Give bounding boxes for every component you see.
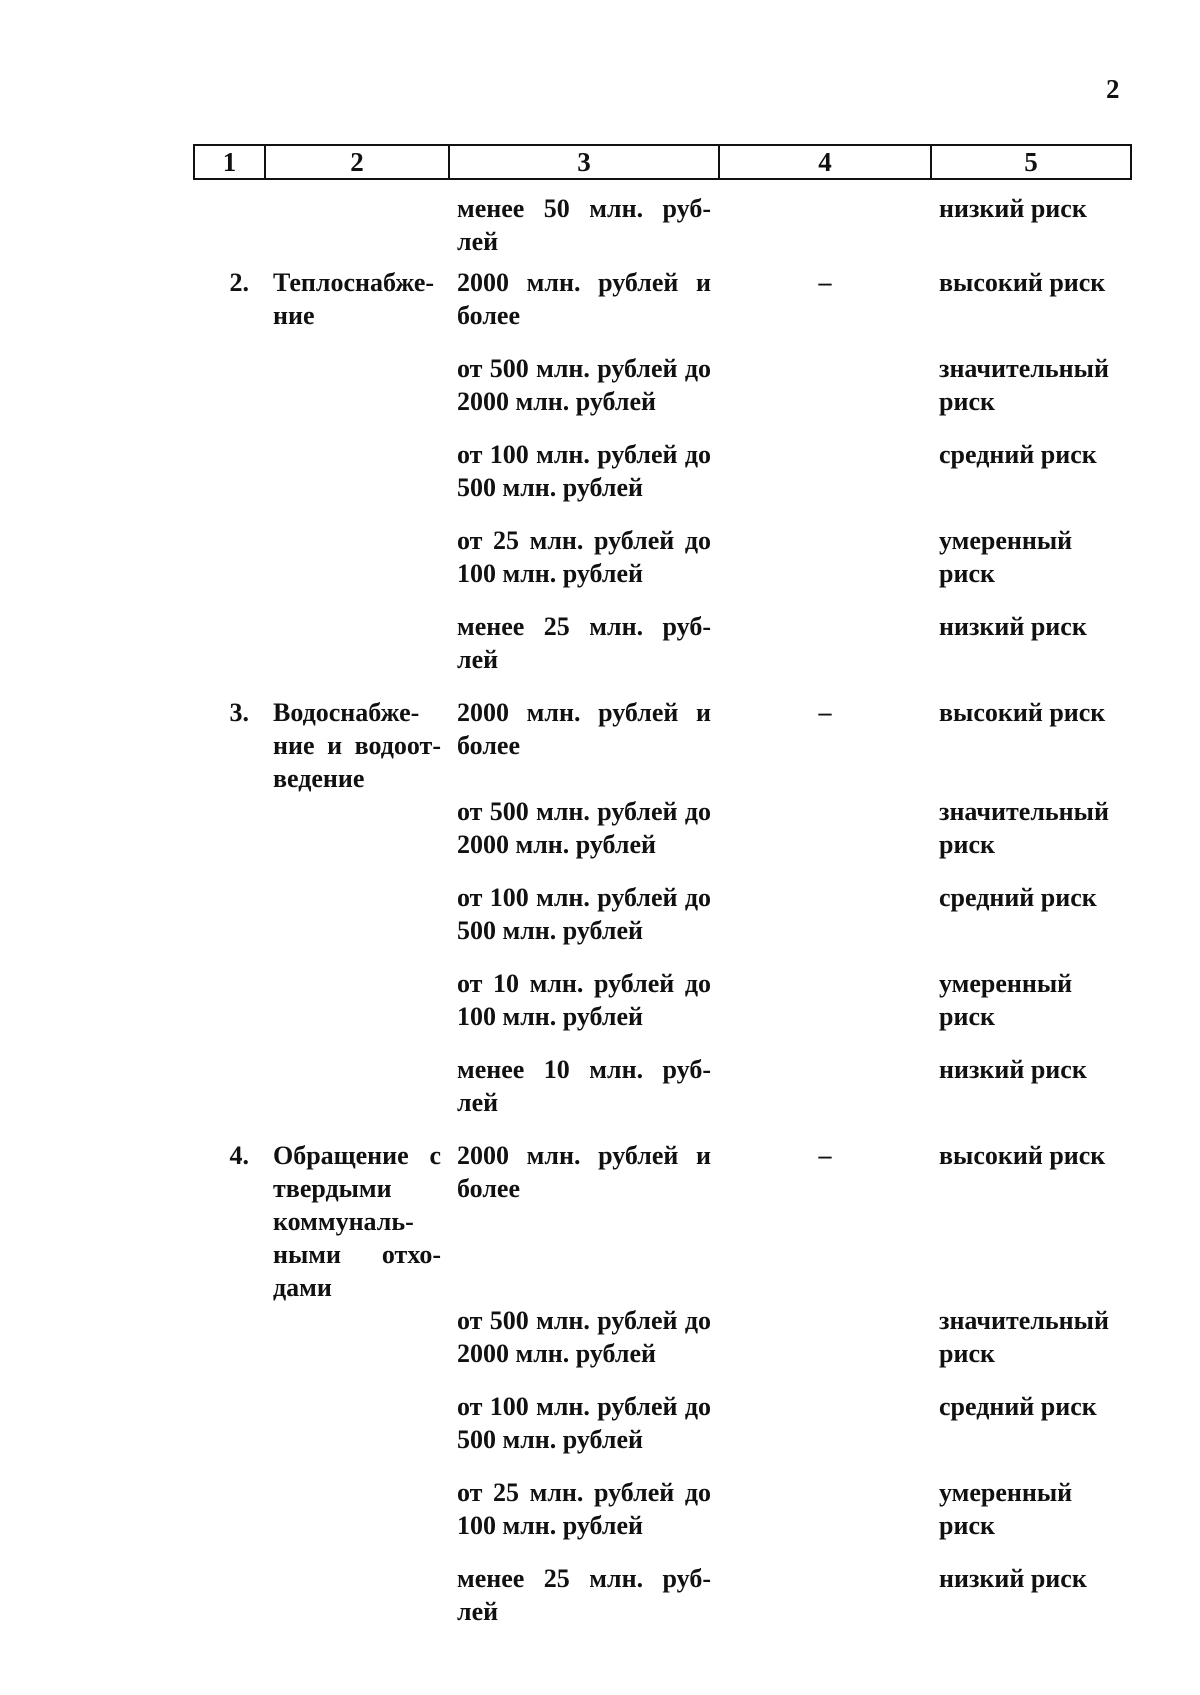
row-number: 2. bbox=[229, 268, 249, 297]
table-row bbox=[194, 1476, 1131, 1562]
category-cell: Водоснабже-ние и водоот-ведение bbox=[273, 698, 441, 793]
row-number: 3. bbox=[229, 698, 249, 727]
risk-level-cell: значительный риск bbox=[939, 797, 1109, 859]
risk-level-cell: средний риск bbox=[939, 1392, 1097, 1421]
table-row bbox=[194, 1304, 1131, 1390]
header-col-1: 1 bbox=[194, 145, 265, 179]
dash-cell: – bbox=[818, 1141, 832, 1170]
dash-cell bbox=[719, 967, 931, 1053]
row-number bbox=[194, 438, 265, 524]
amount-range-cell: менее 50 млн. руб-лей bbox=[457, 194, 711, 256]
dash-cell bbox=[719, 179, 931, 266]
amount-range-cell: от 500 млн. рублей до 2000 млн. рублей bbox=[457, 354, 711, 416]
risk-level-cell: средний риск bbox=[939, 440, 1097, 469]
risk-level-cell: низкий риск bbox=[939, 612, 1087, 641]
risk-table bbox=[193, 144, 1132, 1648]
risk-level-cell: высокий риск bbox=[939, 1141, 1106, 1170]
risk-level-cell: высокий риск bbox=[939, 268, 1106, 297]
table-row bbox=[194, 524, 1131, 610]
dash-cell bbox=[719, 881, 931, 967]
table-row bbox=[194, 881, 1131, 967]
table-row bbox=[194, 1562, 1131, 1648]
table-header bbox=[194, 145, 1131, 179]
table-row bbox=[194, 1390, 1131, 1476]
dash-cell bbox=[719, 438, 931, 524]
row-number bbox=[194, 795, 265, 881]
category-cell bbox=[265, 1390, 449, 1476]
risk-level-cell: низкий риск bbox=[939, 194, 1087, 223]
table-row bbox=[194, 967, 1131, 1053]
dash-cell bbox=[719, 1562, 931, 1648]
table-row bbox=[194, 266, 1131, 352]
dash-cell bbox=[719, 1476, 931, 1562]
row-number bbox=[194, 1304, 265, 1390]
table-body bbox=[194, 179, 1131, 1648]
category-cell bbox=[265, 1053, 449, 1139]
category-cell bbox=[265, 438, 449, 524]
amount-range-cell: от 500 млн. рублей до 2000 млн. рублей bbox=[457, 797, 711, 859]
page-number: 2 bbox=[1106, 74, 1120, 104]
risk-level-cell: умеренный риск bbox=[939, 969, 1073, 1031]
header-col-4: 4 bbox=[719, 145, 931, 179]
amount-range-cell: менее 25 млн. руб-лей bbox=[457, 612, 711, 674]
amount-range-cell: от 500 млн. рублей до 2000 млн. рублей bbox=[457, 1306, 711, 1368]
table-row bbox=[194, 610, 1131, 696]
row-number bbox=[194, 524, 265, 610]
dash-cell bbox=[719, 1390, 931, 1476]
row-number: 4. bbox=[229, 1141, 249, 1170]
risk-level-cell: значительный риск bbox=[939, 1306, 1109, 1368]
dash-cell: – bbox=[818, 698, 832, 727]
amount-range-cell: от 10 млн. рублей до 100 млн. рублей bbox=[457, 969, 711, 1031]
amount-range-cell: от 25 млн. рублей до 100 млн. рублей bbox=[457, 526, 711, 588]
row-number bbox=[194, 179, 265, 266]
category-cell bbox=[265, 352, 449, 438]
table-row bbox=[194, 696, 1131, 795]
category-cell bbox=[265, 795, 449, 881]
row-number bbox=[194, 1390, 265, 1476]
row-number bbox=[194, 881, 265, 967]
row-number bbox=[194, 610, 265, 696]
amount-range-cell: 2000 млн. рублей и более bbox=[457, 268, 711, 330]
amount-range-cell: от 25 млн. рублей до 100 млн. рублей bbox=[457, 1478, 711, 1540]
category-cell: Обращение с твердыми коммуналь-ными отхо-дами bbox=[273, 1141, 441, 1302]
table-row bbox=[194, 438, 1131, 524]
category-cell bbox=[265, 1304, 449, 1390]
dash-cell bbox=[719, 524, 931, 610]
header-row bbox=[194, 145, 1131, 179]
risk-level-cell: низкий риск bbox=[939, 1564, 1087, 1593]
row-number bbox=[194, 352, 265, 438]
table-row bbox=[194, 795, 1131, 881]
category-cell bbox=[265, 179, 449, 266]
dash-cell bbox=[719, 1304, 931, 1390]
risk-level-cell: значительный риск bbox=[939, 354, 1109, 416]
category-cell bbox=[265, 1476, 449, 1562]
dash-cell: – bbox=[818, 268, 832, 297]
row-number bbox=[194, 1053, 265, 1139]
table-row bbox=[194, 1139, 1131, 1304]
category-cell bbox=[265, 610, 449, 696]
amount-range-cell: от 100 млн. рублей до 500 млн. рублей bbox=[457, 1392, 711, 1454]
category-cell bbox=[265, 967, 449, 1053]
category-cell: Теплоснабже-ние bbox=[273, 268, 435, 330]
risk-level-cell: умеренный риск bbox=[939, 1478, 1073, 1540]
amount-range-cell: 2000 млн. рублей и более bbox=[457, 698, 711, 760]
category-cell bbox=[265, 524, 449, 610]
row-number bbox=[194, 967, 265, 1053]
amount-range-cell: от 100 млн. рублей до 500 млн. рублей bbox=[457, 440, 711, 502]
header-col-2: 2 bbox=[265, 145, 449, 179]
dash-cell bbox=[719, 352, 931, 438]
amount-range-cell: менее 10 млн. руб-лей bbox=[457, 1055, 711, 1117]
amount-range-cell: менее 25 млн. руб-лей bbox=[457, 1564, 711, 1626]
table-row bbox=[194, 179, 1131, 266]
dash-cell bbox=[719, 795, 931, 881]
risk-level-cell: умеренный риск bbox=[939, 526, 1073, 588]
header-col-3: 3 bbox=[449, 145, 719, 179]
row-number bbox=[194, 1476, 265, 1562]
category-cell bbox=[265, 1562, 449, 1648]
row-number bbox=[194, 1562, 265, 1648]
table-row bbox=[194, 1053, 1131, 1139]
risk-level-cell: высокий риск bbox=[939, 698, 1106, 727]
risk-level-cell: низкий риск bbox=[939, 1055, 1087, 1084]
category-cell bbox=[265, 881, 449, 967]
amount-range-cell: от 100 млн. рублей до 500 млн. рублей bbox=[457, 883, 711, 945]
table-row bbox=[194, 352, 1131, 438]
amount-range-cell: 2000 млн. рублей и более bbox=[457, 1141, 711, 1203]
dash-cell bbox=[719, 1053, 931, 1139]
risk-level-cell: средний риск bbox=[939, 883, 1097, 912]
header-col-5: 5 bbox=[931, 145, 1131, 179]
dash-cell bbox=[719, 610, 931, 696]
